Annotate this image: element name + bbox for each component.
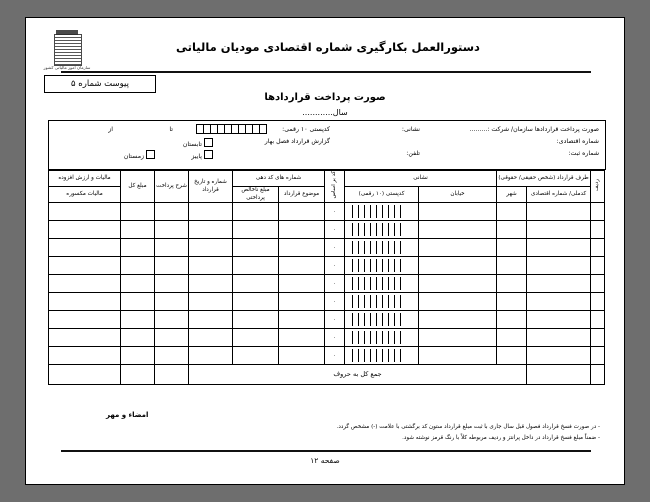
cell-payment-desc[interactable] bbox=[233, 293, 279, 311]
cell-street[interactable] bbox=[419, 257, 497, 275]
cell-duty[interactable] bbox=[121, 311, 155, 329]
th-city: شهر bbox=[497, 187, 527, 203]
info-block bbox=[48, 120, 606, 170]
table-row[interactable] bbox=[49, 329, 605, 347]
table-row[interactable] bbox=[49, 275, 605, 293]
cell-postal-code[interactable] bbox=[345, 203, 419, 221]
cell-code-basis[interactable]: . bbox=[325, 275, 345, 293]
cell-code-basis[interactable]: . bbox=[325, 239, 345, 257]
cell-duty[interactable] bbox=[121, 203, 155, 221]
cell-national-id[interactable] bbox=[527, 311, 591, 329]
form-title: صورت پرداخت قراردادها bbox=[264, 92, 386, 103]
cell-national-id[interactable] bbox=[527, 275, 591, 293]
cell-contract-no[interactable] bbox=[279, 239, 325, 257]
cell-street[interactable] bbox=[419, 203, 497, 221]
th-contract-subject: موضوع قرارداد bbox=[279, 187, 325, 203]
cell-index[interactable] bbox=[591, 275, 605, 293]
cell-contract-no[interactable] bbox=[279, 311, 325, 329]
season-summer-checkbox[interactable] bbox=[204, 138, 213, 147]
th-gross-paid: مبلغ ناخالص پرداختی bbox=[233, 187, 279, 203]
th-counterparty: طرف قرارداد (شخص حقیقی/ حقوقی) bbox=[497, 171, 591, 187]
th-address: نشانی bbox=[345, 171, 497, 187]
attachment-badge: پیوست شماره ۵ bbox=[44, 75, 156, 93]
footer-divider bbox=[61, 450, 591, 452]
sum-tax-cell[interactable] bbox=[49, 365, 121, 385]
page-number: صفحه ۱۲ bbox=[310, 456, 340, 465]
cell-total[interactable] bbox=[189, 275, 233, 293]
cell-total[interactable] bbox=[189, 347, 233, 365]
sum-vat-cell[interactable] bbox=[155, 365, 189, 385]
cell-duty[interactable] bbox=[121, 293, 155, 311]
cell-index[interactable] bbox=[591, 239, 605, 257]
cell-code-basis[interactable]: . bbox=[325, 347, 345, 365]
cell-street[interactable] bbox=[419, 293, 497, 311]
cell-total[interactable] bbox=[189, 239, 233, 257]
cell-city[interactable] bbox=[497, 239, 527, 257]
cell-code-basis[interactable]: . bbox=[325, 293, 345, 311]
cell-postal-code[interactable] bbox=[345, 311, 419, 329]
season-winter-option[interactable] bbox=[124, 150, 157, 160]
cell-total[interactable] bbox=[189, 329, 233, 347]
th-national-id: کدملی/ شماره اقتصادی bbox=[527, 187, 591, 203]
cell-national-id[interactable] bbox=[527, 239, 591, 257]
info-to-label: تا bbox=[169, 126, 173, 133]
payments-table bbox=[48, 170, 605, 385]
cell-city[interactable] bbox=[497, 203, 527, 221]
table-row[interactable] bbox=[49, 257, 605, 275]
form-year: سال............ bbox=[302, 108, 348, 117]
cell-postal-code[interactable] bbox=[345, 239, 419, 257]
season-summer-label: تابستان bbox=[182, 141, 202, 148]
cell-vat[interactable] bbox=[155, 257, 189, 275]
cell-index[interactable] bbox=[591, 311, 605, 329]
cell-duty[interactable] bbox=[121, 239, 155, 257]
cell-code-basis[interactable]: . bbox=[325, 329, 345, 347]
season-autumn-checkbox[interactable] bbox=[204, 150, 213, 159]
cell-tax[interactable] bbox=[49, 311, 121, 329]
sum-index-cell bbox=[591, 365, 605, 385]
cell-code-basis[interactable]: . bbox=[325, 203, 345, 221]
cell-vat[interactable] bbox=[155, 329, 189, 347]
cell-tax[interactable] bbox=[49, 275, 121, 293]
cell-total[interactable] bbox=[189, 221, 233, 239]
table-row[interactable] bbox=[49, 221, 605, 239]
cell-city[interactable] bbox=[497, 311, 527, 329]
info-company: صورت پرداخت قراردادها سازمان/ شرکت :......... bbox=[469, 126, 599, 133]
cell-payment-desc[interactable] bbox=[233, 347, 279, 365]
logo-caption: سازمان امور مالیاتی کشور bbox=[43, 65, 91, 70]
cell-payment-desc[interactable] bbox=[233, 329, 279, 347]
cell-vat[interactable] bbox=[155, 275, 189, 293]
footer-notes bbox=[170, 422, 600, 443]
cell-index[interactable] bbox=[591, 329, 605, 347]
table-row[interactable] bbox=[49, 293, 605, 311]
table-row[interactable] bbox=[49, 203, 605, 221]
cell-total[interactable] bbox=[189, 257, 233, 275]
document-header bbox=[26, 34, 624, 70]
document-page bbox=[25, 17, 625, 485]
table-sum-row bbox=[49, 365, 605, 385]
info-econ-code: شماره اقتصادی: bbox=[556, 138, 599, 145]
cell-index[interactable] bbox=[591, 221, 605, 239]
table-row[interactable] bbox=[49, 347, 605, 365]
cell-street[interactable] bbox=[419, 275, 497, 293]
footer-note-2: - ضمناً مبلغ فسخ قرارداد در داخل پرانتز و ردیف مربوطه کلاً با رنگ قرمز نوشته شود. bbox=[402, 434, 600, 441]
cell-city[interactable] bbox=[497, 329, 527, 347]
cell-postal-code[interactable] bbox=[345, 275, 419, 293]
cell-national-id[interactable] bbox=[527, 329, 591, 347]
th-postal-code: کدپستی (۱۰ رقمی) bbox=[345, 187, 419, 203]
cell-vat[interactable] bbox=[155, 239, 189, 257]
info-from-label: از bbox=[108, 126, 113, 133]
th-code-basis: کد بر اساس bbox=[325, 171, 345, 203]
cell-total[interactable] bbox=[189, 203, 233, 221]
signature-label: امضاء و مهر bbox=[106, 411, 149, 419]
season-winter-label: زمستان bbox=[123, 153, 144, 160]
cell-tax[interactable] bbox=[49, 329, 121, 347]
sum-left-cell bbox=[527, 365, 591, 385]
sum-label-cell: جمع کل به حروف bbox=[189, 365, 527, 385]
cell-contract-no[interactable] bbox=[279, 257, 325, 275]
cell-index[interactable] bbox=[591, 347, 605, 365]
cell-vat[interactable] bbox=[155, 203, 189, 221]
season-autumn-label: پاییز bbox=[191, 153, 202, 160]
cell-payment-desc[interactable] bbox=[233, 221, 279, 239]
cell-total[interactable] bbox=[189, 311, 233, 329]
organization-logo-icon bbox=[54, 34, 82, 66]
cell-tax[interactable] bbox=[49, 347, 121, 365]
cell-city[interactable] bbox=[497, 293, 527, 311]
season-autumn-option[interactable] bbox=[191, 150, 215, 160]
postal-code-boxes[interactable] bbox=[197, 124, 267, 134]
cell-vat[interactable] bbox=[155, 311, 189, 329]
cell-tax[interactable] bbox=[49, 203, 121, 221]
cell-contract-no[interactable] bbox=[279, 275, 325, 293]
cell-payment-desc[interactable] bbox=[233, 257, 279, 275]
cell-index[interactable] bbox=[591, 203, 605, 221]
cell-payment-desc[interactable] bbox=[233, 239, 279, 257]
page-title: دستورالعمل بکارگیری شماره اقتصادی مودیان مالیاتی bbox=[176, 40, 480, 54]
season-winter-checkbox[interactable] bbox=[146, 150, 155, 159]
cell-postal-code[interactable] bbox=[345, 293, 419, 311]
th-total-amount: مبلغ کل bbox=[121, 171, 155, 203]
info-season-report: گزارش قرارداد فصل بهار bbox=[264, 138, 330, 145]
cell-contract-no[interactable] bbox=[279, 221, 325, 239]
cell-vat[interactable] bbox=[155, 293, 189, 311]
cell-postal-code[interactable] bbox=[345, 221, 419, 239]
th-row-index: ردیف bbox=[591, 171, 605, 203]
cell-contract-no[interactable] bbox=[279, 329, 325, 347]
cell-contract-no[interactable] bbox=[279, 203, 325, 221]
cell-payment-desc[interactable] bbox=[233, 311, 279, 329]
header-divider bbox=[61, 71, 591, 73]
cell-code-basis[interactable]: . bbox=[325, 221, 345, 239]
cell-duty[interactable] bbox=[121, 257, 155, 275]
th-contract-no-date: شماره و تاریخ قرارداد bbox=[189, 171, 233, 203]
table-row[interactable] bbox=[49, 311, 605, 329]
cell-code-basis[interactable]: . bbox=[325, 257, 345, 275]
cell-postal-code[interactable] bbox=[345, 257, 419, 275]
cell-national-id[interactable] bbox=[527, 293, 591, 311]
cell-payment-desc[interactable] bbox=[233, 203, 279, 221]
cell-index[interactable] bbox=[591, 257, 605, 275]
cell-tax[interactable] bbox=[49, 257, 121, 275]
cell-code-basis[interactable]: . bbox=[325, 311, 345, 329]
table-row[interactable] bbox=[49, 239, 605, 257]
cell-index[interactable] bbox=[591, 293, 605, 311]
cell-duty[interactable] bbox=[121, 347, 155, 365]
info-reg-number: شماره ثبت: bbox=[568, 150, 599, 157]
cell-street[interactable] bbox=[419, 221, 497, 239]
cell-tax[interactable] bbox=[49, 221, 121, 239]
cell-contract-no[interactable] bbox=[279, 293, 325, 311]
cell-vat[interactable] bbox=[155, 221, 189, 239]
cell-total[interactable] bbox=[189, 293, 233, 311]
info-phone-label: تلفن: bbox=[406, 150, 420, 157]
cell-duty[interactable] bbox=[121, 329, 155, 347]
cell-postal-code[interactable] bbox=[345, 347, 419, 365]
cell-national-id[interactable] bbox=[527, 203, 591, 221]
cell-street[interactable] bbox=[419, 239, 497, 257]
cell-street[interactable] bbox=[419, 347, 497, 365]
sum-duty-cell[interactable] bbox=[121, 365, 155, 385]
cell-city[interactable] bbox=[497, 275, 527, 293]
th-payment-desc: شرح پرداخت bbox=[155, 171, 189, 203]
cell-national-id[interactable] bbox=[527, 257, 591, 275]
cell-city[interactable] bbox=[497, 221, 527, 239]
info-address-label: نشانی: bbox=[401, 126, 420, 133]
cell-contract-no[interactable] bbox=[279, 347, 325, 365]
info-postal-label: کدپستی ۱۰ رقمی: bbox=[282, 126, 330, 133]
footer-note-1: - در صورت فسخ قرارداد فصول قبل سال جاری با ثبت مبلغ قرارداد ستون کد برگشتی با علامت (-) مشخص گردد. bbox=[336, 424, 600, 430]
cell-city[interactable] bbox=[497, 347, 527, 365]
cell-national-id[interactable] bbox=[527, 221, 591, 239]
cell-payment-desc[interactable] bbox=[233, 275, 279, 293]
cell-postal-code[interactable] bbox=[345, 329, 419, 347]
cell-tax[interactable] bbox=[49, 293, 121, 311]
cell-national-id[interactable] bbox=[527, 347, 591, 365]
season-summer-option[interactable] bbox=[183, 138, 215, 148]
cell-duty[interactable] bbox=[121, 275, 155, 293]
th-tax-withheld: مالیات مکسوره bbox=[49, 187, 121, 203]
cell-street[interactable] bbox=[419, 311, 497, 329]
cell-city[interactable] bbox=[497, 257, 527, 275]
table-header-row-1 bbox=[49, 171, 605, 187]
cell-tax[interactable] bbox=[49, 239, 121, 257]
th-coding-numbers: شماره های کد دهی bbox=[233, 171, 325, 187]
cell-street[interactable] bbox=[419, 329, 497, 347]
cell-vat[interactable] bbox=[155, 347, 189, 365]
th-street: خیابان bbox=[419, 187, 497, 203]
th-vat: مالیات و ارزش افزوده bbox=[49, 171, 121, 187]
cell-duty[interactable] bbox=[121, 221, 155, 239]
